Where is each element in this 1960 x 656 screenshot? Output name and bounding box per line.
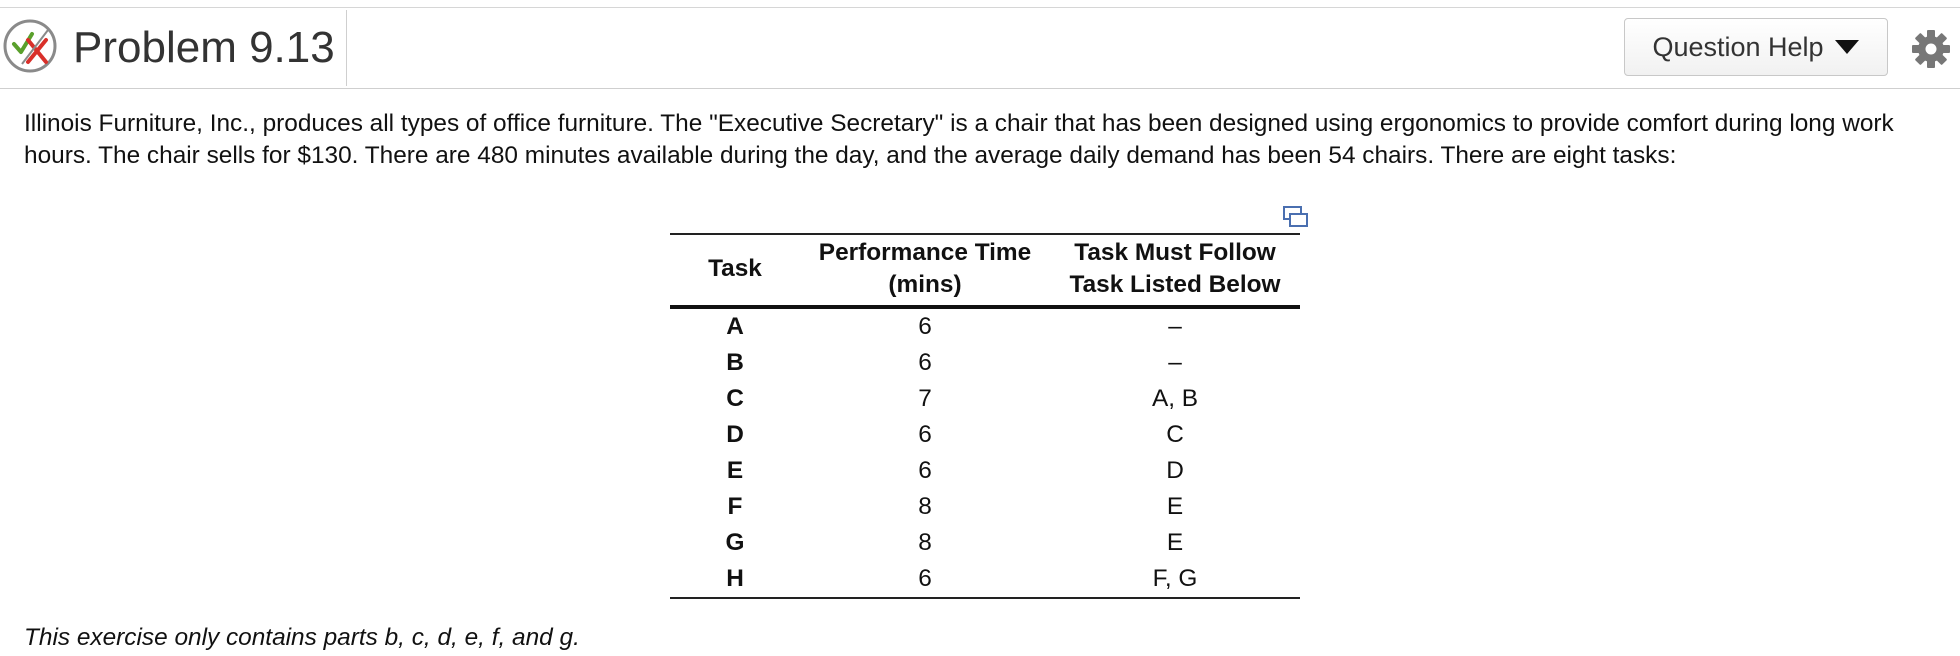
predecessor-cell: A, B [1151, 385, 1199, 412]
gear-icon[interactable] [1911, 29, 1951, 69]
table-row [670, 489, 1300, 525]
task-cell: B [726, 349, 744, 376]
time-cell: 6 [918, 313, 932, 340]
title-divider [346, 10, 347, 86]
problem-statement [24, 108, 1944, 172]
expand-table-icon[interactable] [1283, 206, 1309, 228]
header-performance-time [800, 234, 1050, 307]
header-task: Task [670, 234, 800, 307]
header-time-line2: (mins) [888, 271, 962, 298]
table-row [670, 453, 1300, 489]
time-cell: 6 [918, 565, 932, 592]
table-row [670, 525, 1300, 561]
table-header-row [670, 234, 1300, 307]
table-row [670, 561, 1300, 598]
partial-credit-icon [2, 18, 58, 74]
question-help-label: Question Help [1652, 31, 1824, 62]
header-follow-line2: Task Listed Below [1069, 271, 1281, 298]
task-cell: H [726, 565, 744, 592]
task-cell: C [726, 385, 744, 412]
predecessor-cell: F, G [1152, 565, 1198, 592]
table-row [670, 417, 1300, 453]
predecessor-cell: E [1166, 529, 1184, 556]
task-cell: E [726, 457, 744, 484]
problem-header [0, 8, 1960, 89]
header-time-line1: Performance Time [818, 239, 1032, 266]
problem-title: Problem 9.13 [73, 23, 335, 72]
caret-down-icon [1834, 39, 1860, 55]
table-row [670, 381, 1300, 417]
task-table [670, 233, 1300, 599]
predecessor-cell: C [1166, 421, 1184, 448]
predecessor-cell: – [1168, 313, 1182, 340]
time-cell: 7 [918, 385, 932, 412]
predecessor-cell: E [1166, 493, 1184, 520]
table-row [670, 307, 1300, 345]
predecessor-cell: – [1168, 349, 1182, 376]
time-cell: 6 [918, 457, 932, 484]
time-cell: 6 [918, 349, 932, 376]
time-cell: 8 [918, 529, 932, 556]
task-cell: G [725, 529, 745, 556]
exercise-parts-note: This exercise only contains parts b, c, d, e, f, and g. [24, 624, 580, 651]
time-cell: 6 [918, 421, 932, 448]
problem-text: Illinois Furniture, Inc., produces all types of office furniture. The "Executive Secretary" is a chair that has been designed using ergonomics to provide comfort during long work hours. The chair sells for $130. There are 480 minutes available during the day, and the average daily demand has been 54 chairs. There are eight tasks: [24, 110, 1894, 169]
table-row [670, 345, 1300, 381]
task-cell: F [727, 493, 743, 520]
task-cell: A [726, 313, 744, 340]
predecessor-cell: D [1166, 457, 1184, 484]
question-help-button[interactable] [1624, 18, 1888, 76]
header-predecessors [1050, 234, 1300, 307]
time-cell: 8 [918, 493, 932, 520]
header-follow-line1: Task Must Follow [1074, 239, 1276, 266]
task-cell: D [726, 421, 744, 448]
